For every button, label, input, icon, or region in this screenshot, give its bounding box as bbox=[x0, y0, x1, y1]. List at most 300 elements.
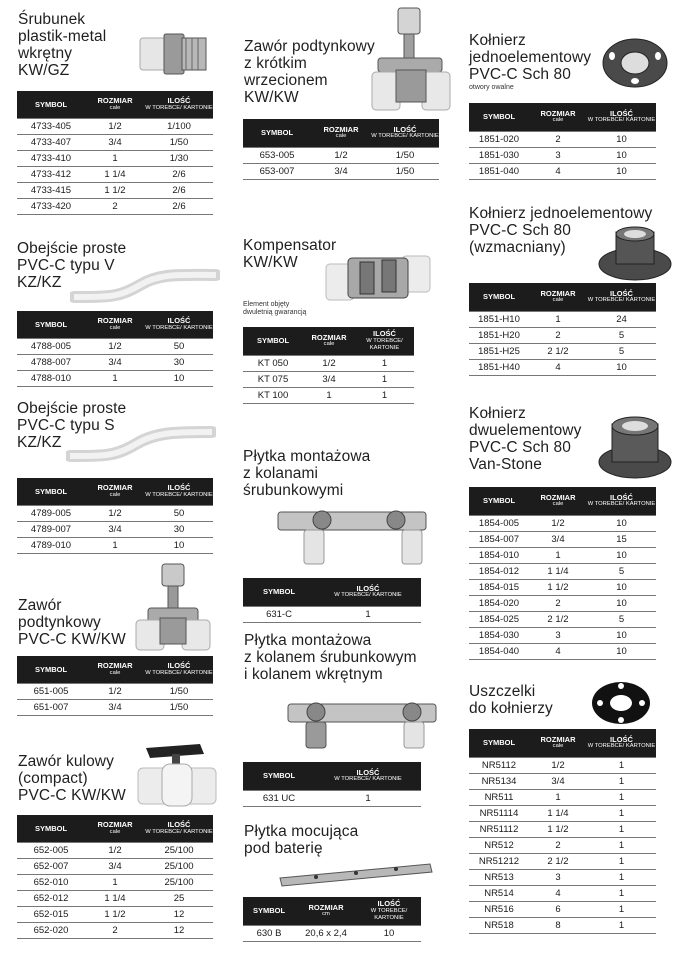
section-title: Obejście proste PVC-C typu S KZ/KZ bbox=[17, 400, 127, 451]
quantity-cell: 1/50 bbox=[145, 699, 213, 715]
symbol-cell: 630 B bbox=[243, 925, 295, 941]
symbol-cell: 652-015 bbox=[17, 906, 85, 922]
symbol-cell: 652-010 bbox=[17, 874, 85, 890]
size-cell: 20,6 x 2,4 bbox=[295, 925, 357, 941]
symbol-cell: 1851-040 bbox=[469, 163, 529, 179]
symbol-cell: 4789-010 bbox=[17, 537, 85, 553]
oval-holes-note: otwory owalne bbox=[469, 84, 514, 91]
flange-image bbox=[596, 410, 674, 482]
table-row bbox=[17, 505, 213, 521]
col-header-qty: ILOŚĆ W TOREBCE/ KARTONIE bbox=[355, 327, 414, 355]
table-row bbox=[17, 537, 213, 553]
table-row bbox=[469, 869, 656, 885]
size-cell: 1/2 bbox=[85, 338, 145, 354]
quantity-cell: 1 bbox=[355, 387, 414, 403]
table-row bbox=[469, 901, 656, 917]
size-cell: 3 bbox=[529, 627, 587, 643]
symbol-cell: NR514 bbox=[469, 885, 529, 901]
col-header-size: ROZMIAR cale bbox=[85, 478, 145, 505]
table-row bbox=[17, 874, 213, 890]
size-cell: 3/4 bbox=[311, 163, 371, 179]
section-title: Kołnierz jednoelementowy PVC-C Sch 80 (wzmacniany) bbox=[469, 205, 653, 256]
symbol-cell: NR51114 bbox=[469, 805, 529, 821]
quantity-cell: 1/50 bbox=[145, 683, 213, 699]
symbol-cell: KT 075 bbox=[243, 371, 303, 387]
table-row bbox=[469, 531, 656, 547]
symbol-cell: 4789-007 bbox=[17, 521, 85, 537]
quantity-cell: 1 bbox=[315, 790, 421, 806]
quantity-cell: 10 bbox=[587, 163, 656, 179]
table-row bbox=[469, 611, 656, 627]
table-row bbox=[243, 606, 421, 622]
size-cell: 2 bbox=[529, 327, 587, 343]
col-header-symbol: SYMBOL bbox=[243, 578, 315, 606]
table-row bbox=[17, 338, 213, 354]
quantity-cell: 12 bbox=[145, 906, 213, 922]
size-cell: 3/4 bbox=[85, 699, 145, 715]
quantity-cell: 1 bbox=[587, 837, 656, 853]
symbol-cell: NR516 bbox=[469, 901, 529, 917]
table-row bbox=[17, 182, 213, 198]
quantity-cell: 1/30 bbox=[145, 150, 213, 166]
size-cell: 6 bbox=[529, 901, 587, 917]
table-row bbox=[17, 118, 213, 134]
symbol-cell: 653-007 bbox=[243, 163, 311, 179]
col-header-size: ROZMIAR cale bbox=[85, 311, 145, 338]
table-kolnierz-1 bbox=[469, 103, 656, 180]
bypass-pipe-image bbox=[66, 420, 216, 466]
size-cell: 3/4 bbox=[85, 521, 145, 537]
table-row bbox=[469, 327, 656, 343]
short-stem-valve-image bbox=[370, 6, 456, 116]
col-header-qty: ILOŚĆ W TOREBCE/ KARTONIE bbox=[145, 478, 213, 505]
size-cell: 1 bbox=[529, 547, 587, 563]
quantity-cell: 2/6 bbox=[145, 198, 213, 214]
table-obejscie-s bbox=[17, 478, 213, 554]
mounting-plate-image bbox=[282, 694, 442, 750]
quantity-cell: 1 bbox=[587, 821, 656, 837]
table-row bbox=[469, 311, 656, 327]
quantity-cell: 1 bbox=[587, 869, 656, 885]
mounting-plate-image bbox=[272, 498, 432, 568]
symbol-cell: 1854-005 bbox=[469, 515, 529, 531]
size-cell: 2 bbox=[529, 595, 587, 611]
table-kompensator bbox=[243, 327, 414, 404]
table-kolnierz-dwuelementowy bbox=[469, 487, 656, 660]
col-header-symbol: SYMBOL bbox=[243, 897, 295, 925]
quantity-cell: 10 bbox=[587, 131, 656, 147]
symbol-cell: 1851-H40 bbox=[469, 359, 529, 375]
fixing-bar-image bbox=[276, 858, 436, 890]
col-header-size: ROZMIAR cale bbox=[529, 283, 587, 311]
size-cell: 1/2 bbox=[303, 355, 355, 371]
quantity-cell: 1 bbox=[587, 917, 656, 933]
quantity-cell: 1 bbox=[587, 789, 656, 805]
size-cell: 1 bbox=[529, 789, 587, 805]
size-cell: 2 bbox=[529, 131, 587, 147]
table-row bbox=[469, 917, 656, 933]
col-header-size: ROZMIAR cale bbox=[529, 103, 587, 131]
section-title: Śrubunek plastik-metal wkrętny KW/GZ bbox=[18, 11, 107, 79]
size-cell: 1/2 bbox=[85, 505, 145, 521]
section-title: Płytka mocująca pod baterię bbox=[244, 823, 359, 857]
ball-valve-image bbox=[134, 740, 220, 810]
quantity-cell: 15 bbox=[587, 531, 656, 547]
table-obejscie-v bbox=[17, 311, 213, 387]
quantity-cell: 1 bbox=[587, 853, 656, 869]
symbol-cell: 4788-007 bbox=[17, 354, 85, 370]
section-zawor-podtynkowy bbox=[18, 597, 126, 648]
section-title: Kompensator KW/KW bbox=[243, 237, 337, 271]
section-title: Zawór kulowy (compact) PVC-C KW/KW bbox=[18, 753, 126, 804]
size-cell: 1 1/4 bbox=[85, 166, 145, 182]
quantity-cell: 50 bbox=[145, 338, 213, 354]
symbol-cell: 4733-412 bbox=[17, 166, 85, 182]
col-header-qty: ILOŚĆ W TOREBCE/ KARTONIE bbox=[145, 311, 213, 338]
table-row bbox=[469, 805, 656, 821]
quantity-cell: 10 bbox=[587, 579, 656, 595]
table-row bbox=[469, 773, 656, 789]
section-title: Płytka montażowa z kolanami śrubunkowymi bbox=[243, 448, 371, 499]
col-header-qty: ILOŚĆ W TOREBCE/ KARTONIE bbox=[587, 103, 656, 131]
compensator-image bbox=[324, 246, 434, 308]
table-row bbox=[469, 643, 656, 659]
quantity-cell: 1 bbox=[587, 757, 656, 773]
section-plytka-kolanami bbox=[243, 448, 370, 499]
symbol-cell: 4733-415 bbox=[17, 182, 85, 198]
col-header-symbol: SYMBOL bbox=[17, 815, 85, 842]
size-cell: 3 bbox=[529, 869, 587, 885]
size-cell: 1 1/2 bbox=[529, 579, 587, 595]
quantity-cell: 1/50 bbox=[371, 163, 439, 179]
section-srubunek bbox=[18, 11, 106, 79]
quantity-cell: 10 bbox=[145, 537, 213, 553]
table-row bbox=[469, 789, 656, 805]
symbol-cell: NR513 bbox=[469, 869, 529, 885]
quantity-cell: 1/50 bbox=[145, 134, 213, 150]
quantity-cell: 12 bbox=[145, 922, 213, 938]
symbol-cell: 1854-012 bbox=[469, 563, 529, 579]
quantity-cell: 30 bbox=[145, 521, 213, 537]
table-row bbox=[469, 579, 656, 595]
symbol-cell: 652-012 bbox=[17, 890, 85, 906]
flange-image bbox=[596, 226, 674, 284]
section-title: Kołnierz dwuelementowy PVC-C Sch 80 Van-Stone bbox=[469, 405, 582, 473]
section-title: Kołnierz jednoelementowy PVC-C Sch 80 bbox=[469, 32, 592, 83]
size-cell: 1 1/2 bbox=[529, 821, 587, 837]
quantity-cell: 10 bbox=[587, 515, 656, 531]
concealed-valve-image bbox=[134, 562, 214, 654]
table-row bbox=[469, 853, 656, 869]
symbol-cell: 652-020 bbox=[17, 922, 85, 938]
size-cell: 1 1/2 bbox=[85, 182, 145, 198]
symbol-cell: 1851-H10 bbox=[469, 311, 529, 327]
bypass-pipe-image bbox=[70, 263, 220, 309]
symbol-cell: NR518 bbox=[469, 917, 529, 933]
symbol-cell: NR51212 bbox=[469, 853, 529, 869]
size-cell: 3/4 bbox=[529, 773, 587, 789]
table-row bbox=[17, 683, 213, 699]
table-row bbox=[469, 595, 656, 611]
section-plytka-mocujaca bbox=[244, 823, 358, 857]
table-row bbox=[17, 842, 213, 858]
table-row bbox=[17, 858, 213, 874]
quantity-cell: 10 bbox=[587, 643, 656, 659]
quantity-cell: 5 bbox=[587, 327, 656, 343]
size-cell: 2 bbox=[85, 198, 145, 214]
section-uszczelki bbox=[469, 683, 553, 717]
size-cell: 3 bbox=[529, 147, 587, 163]
symbol-cell: 653-005 bbox=[243, 147, 311, 163]
quantity-cell: 1 bbox=[355, 371, 414, 387]
table-row bbox=[243, 147, 439, 163]
col-header-size: ROZMIAR cale bbox=[85, 91, 145, 118]
col-header-qty: ILOŚĆ W TOREBCE/ KARTONIE bbox=[315, 578, 421, 606]
symbol-cell: 1854-010 bbox=[469, 547, 529, 563]
quantity-cell: 2/6 bbox=[145, 166, 213, 182]
col-header-qty: ILOŚĆ W TOREBCE/ KARTONIE bbox=[145, 91, 213, 118]
col-header-symbol: SYMBOL bbox=[469, 103, 529, 131]
col-header-qty: ILOŚĆ W TOREBCE/ KARTONIE bbox=[587, 729, 656, 757]
table-zawor-podtynkowy bbox=[17, 656, 213, 716]
section-title: Obejście proste PVC-C typu V KZ/KZ bbox=[17, 240, 127, 291]
table-row bbox=[17, 699, 213, 715]
col-header-symbol: SYMBOL bbox=[243, 327, 303, 355]
symbol-cell: 652-005 bbox=[17, 842, 85, 858]
col-header-symbol: SYMBOL bbox=[17, 478, 85, 505]
col-header-symbol: SYMBOL bbox=[17, 656, 85, 683]
symbol-cell: 1854-040 bbox=[469, 643, 529, 659]
symbol-cell: 4733-410 bbox=[17, 150, 85, 166]
table-plytka-mocujaca bbox=[243, 897, 421, 942]
section-title: Zawór podtynkowy PVC-C KW/KW bbox=[18, 597, 126, 648]
table-row bbox=[17, 370, 213, 386]
size-cell: 2 bbox=[529, 837, 587, 853]
quantity-cell: 30 bbox=[145, 354, 213, 370]
symbol-cell: 1854-020 bbox=[469, 595, 529, 611]
table-row bbox=[243, 925, 421, 941]
warranty-note: Element objęty dwuletnią gwarancją bbox=[243, 301, 307, 316]
size-cell: 2 1/2 bbox=[529, 853, 587, 869]
col-header-size: ROZMIAR cale bbox=[303, 327, 355, 355]
symbol-cell: 1851-H20 bbox=[469, 327, 529, 343]
table-row bbox=[469, 627, 656, 643]
quantity-cell: 1 bbox=[355, 355, 414, 371]
quantity-cell: 10 bbox=[587, 147, 656, 163]
symbol-cell: NR512 bbox=[469, 837, 529, 853]
size-cell: 4 bbox=[529, 359, 587, 375]
size-cell: 2 1/2 bbox=[529, 611, 587, 627]
table-zawor-kulowy bbox=[17, 815, 213, 939]
col-header-symbol: SYMBOL bbox=[469, 283, 529, 311]
symbol-cell: 651-005 bbox=[17, 683, 85, 699]
size-cell: 4 bbox=[529, 163, 587, 179]
table-row bbox=[469, 885, 656, 901]
table-row bbox=[469, 757, 656, 773]
size-cell: 1/2 bbox=[85, 118, 145, 134]
quantity-cell: 24 bbox=[587, 311, 656, 327]
table-row bbox=[243, 790, 421, 806]
table-plytka-wkretnym bbox=[243, 762, 421, 807]
size-cell: 1 bbox=[529, 311, 587, 327]
size-cell: 2 1/2 bbox=[529, 343, 587, 359]
symbol-cell: 1854-015 bbox=[469, 579, 529, 595]
table-srubunek bbox=[17, 91, 213, 215]
col-header-size: ROZMIAR cale bbox=[85, 656, 145, 683]
table-row bbox=[469, 147, 656, 163]
size-cell: 1 1/4 bbox=[529, 805, 587, 821]
quantity-cell: 1 bbox=[587, 805, 656, 821]
quantity-cell: 10 bbox=[357, 925, 421, 941]
quantity-cell: 1 bbox=[587, 901, 656, 917]
size-cell: 1/2 bbox=[529, 757, 587, 773]
symbol-cell: 1851-H25 bbox=[469, 343, 529, 359]
symbol-cell: NR51112 bbox=[469, 821, 529, 837]
symbol-cell: 4733-405 bbox=[17, 118, 85, 134]
table-plytka-kolanami bbox=[243, 578, 421, 623]
quantity-cell: 25/100 bbox=[145, 842, 213, 858]
symbol-cell: 1854-030 bbox=[469, 627, 529, 643]
table-row bbox=[243, 387, 414, 403]
section-title: Zawór podtynkowy z krótkim wrzecionem KW/KW bbox=[244, 38, 375, 106]
quantity-cell: 10 bbox=[587, 627, 656, 643]
symbol-cell: 4733-420 bbox=[17, 198, 85, 214]
size-cell: 1 bbox=[85, 537, 145, 553]
table-row bbox=[469, 563, 656, 579]
size-cell: 1 bbox=[303, 387, 355, 403]
size-cell: 3/4 bbox=[85, 858, 145, 874]
symbol-cell: KT 050 bbox=[243, 355, 303, 371]
col-header-symbol: SYMBOL bbox=[17, 91, 85, 118]
table-row bbox=[17, 150, 213, 166]
col-header-qty: ILOŚĆ W TOREBCE/ KARTONIE bbox=[145, 656, 213, 683]
symbol-cell: 1851-020 bbox=[469, 131, 529, 147]
table-row bbox=[469, 163, 656, 179]
union-fitting-image bbox=[136, 22, 214, 80]
symbol-cell: 4733-407 bbox=[17, 134, 85, 150]
table-row bbox=[469, 821, 656, 837]
size-cell: 3/4 bbox=[85, 134, 145, 150]
section-kompensator bbox=[243, 237, 336, 271]
table-row bbox=[17, 134, 213, 150]
quantity-cell: 5 bbox=[587, 611, 656, 627]
table-row bbox=[17, 354, 213, 370]
size-cell: 1 1/2 bbox=[85, 906, 145, 922]
table-row bbox=[469, 547, 656, 563]
kompensator-note bbox=[243, 300, 306, 317]
quantity-cell: 1 bbox=[587, 773, 656, 789]
size-cell: 1 bbox=[85, 150, 145, 166]
size-cell: 1 bbox=[85, 370, 145, 386]
size-cell: 8 bbox=[529, 917, 587, 933]
quantity-cell: 10 bbox=[145, 370, 213, 386]
symbol-cell: NR5134 bbox=[469, 773, 529, 789]
col-header-symbol: SYMBOL bbox=[17, 311, 85, 338]
quantity-cell: 10 bbox=[587, 595, 656, 611]
table-row bbox=[17, 906, 213, 922]
quantity-cell: 10 bbox=[587, 359, 656, 375]
col-header-symbol: SYMBOL bbox=[469, 729, 529, 757]
symbol-cell: 652-007 bbox=[17, 858, 85, 874]
table-uszczelki bbox=[469, 729, 656, 934]
table-kolnierz-wzmacniany bbox=[469, 283, 656, 376]
table-row bbox=[17, 922, 213, 938]
section-plytka-wkretnym bbox=[244, 632, 417, 683]
size-cell: 4 bbox=[529, 643, 587, 659]
quantity-cell: 1/50 bbox=[371, 147, 439, 163]
quantity-cell: 5 bbox=[587, 343, 656, 359]
quantity-cell: 1 bbox=[587, 885, 656, 901]
col-header-size: ROZMIAR cm bbox=[295, 897, 357, 925]
size-cell: 3/4 bbox=[303, 371, 355, 387]
size-cell: 1/2 bbox=[529, 515, 587, 531]
size-cell: 1 bbox=[85, 874, 145, 890]
table-row bbox=[243, 355, 414, 371]
size-cell: 4 bbox=[529, 885, 587, 901]
section-zawor-kulowy bbox=[18, 753, 126, 804]
section-title: Płytka montażowa z kolanem śrubunkowym i kolanem wkrętnym bbox=[244, 632, 417, 683]
symbol-cell: 4788-010 bbox=[17, 370, 85, 386]
table-row bbox=[469, 837, 656, 853]
table-row bbox=[469, 515, 656, 531]
symbol-cell: 631 UC bbox=[243, 790, 315, 806]
symbol-cell: NR511 bbox=[469, 789, 529, 805]
quantity-cell: 25 bbox=[145, 890, 213, 906]
symbol-cell: 1854-007 bbox=[469, 531, 529, 547]
symbol-cell: 1851-030 bbox=[469, 147, 529, 163]
col-header-qty: ILOŚĆ W TOREBCE/ KARTONIE bbox=[371, 119, 439, 147]
size-cell: 1/2 bbox=[85, 842, 145, 858]
section-kolnierz-1 bbox=[469, 32, 591, 92]
size-cell: 1/2 bbox=[85, 683, 145, 699]
flange-image bbox=[600, 36, 670, 90]
col-header-size: ROZMIAR cale bbox=[529, 729, 587, 757]
symbol-cell: NR5112 bbox=[469, 757, 529, 773]
col-header-qty: ILOŚĆ W TOREBCE/ KARTONIE bbox=[145, 815, 213, 842]
col-header-symbol: SYMBOL bbox=[243, 762, 315, 790]
col-header-size: ROZMIAR cale bbox=[529, 487, 587, 515]
col-header-symbol: SYMBOL bbox=[469, 487, 529, 515]
size-cell: 1/2 bbox=[311, 147, 371, 163]
quantity-cell: 50 bbox=[145, 505, 213, 521]
table-row bbox=[243, 371, 414, 387]
size-cell: 1 1/4 bbox=[85, 890, 145, 906]
quantity-cell: 25/100 bbox=[145, 858, 213, 874]
section-title: Uszczelki do kołnierzy bbox=[469, 683, 553, 717]
col-header-size: ROZMIAR cale bbox=[311, 119, 371, 147]
symbol-cell: 4788-005 bbox=[17, 338, 85, 354]
col-header-qty: ILOŚĆ W TOREBCE/ KARTONIE bbox=[587, 283, 656, 311]
table-row bbox=[17, 166, 213, 182]
table-row bbox=[469, 131, 656, 147]
symbol-cell: 651-007 bbox=[17, 699, 85, 715]
section-zawor-krotki bbox=[244, 38, 375, 106]
col-header-size: ROZMIAR cale bbox=[85, 815, 145, 842]
size-cell: 2 bbox=[85, 922, 145, 938]
symbol-cell: KT 100 bbox=[243, 387, 303, 403]
col-header-symbol: SYMBOL bbox=[243, 119, 311, 147]
table-row bbox=[469, 343, 656, 359]
table-row bbox=[469, 359, 656, 375]
section-kolnierz-dwuelementowy bbox=[469, 405, 581, 473]
size-cell: 1 1/4 bbox=[529, 563, 587, 579]
table-row bbox=[243, 163, 439, 179]
quantity-cell: 2/6 bbox=[145, 182, 213, 198]
quantity-cell: 25/100 bbox=[145, 874, 213, 890]
table-zawor-krotki bbox=[243, 119, 439, 180]
symbol-cell: 4789-005 bbox=[17, 505, 85, 521]
table-row bbox=[17, 198, 213, 214]
